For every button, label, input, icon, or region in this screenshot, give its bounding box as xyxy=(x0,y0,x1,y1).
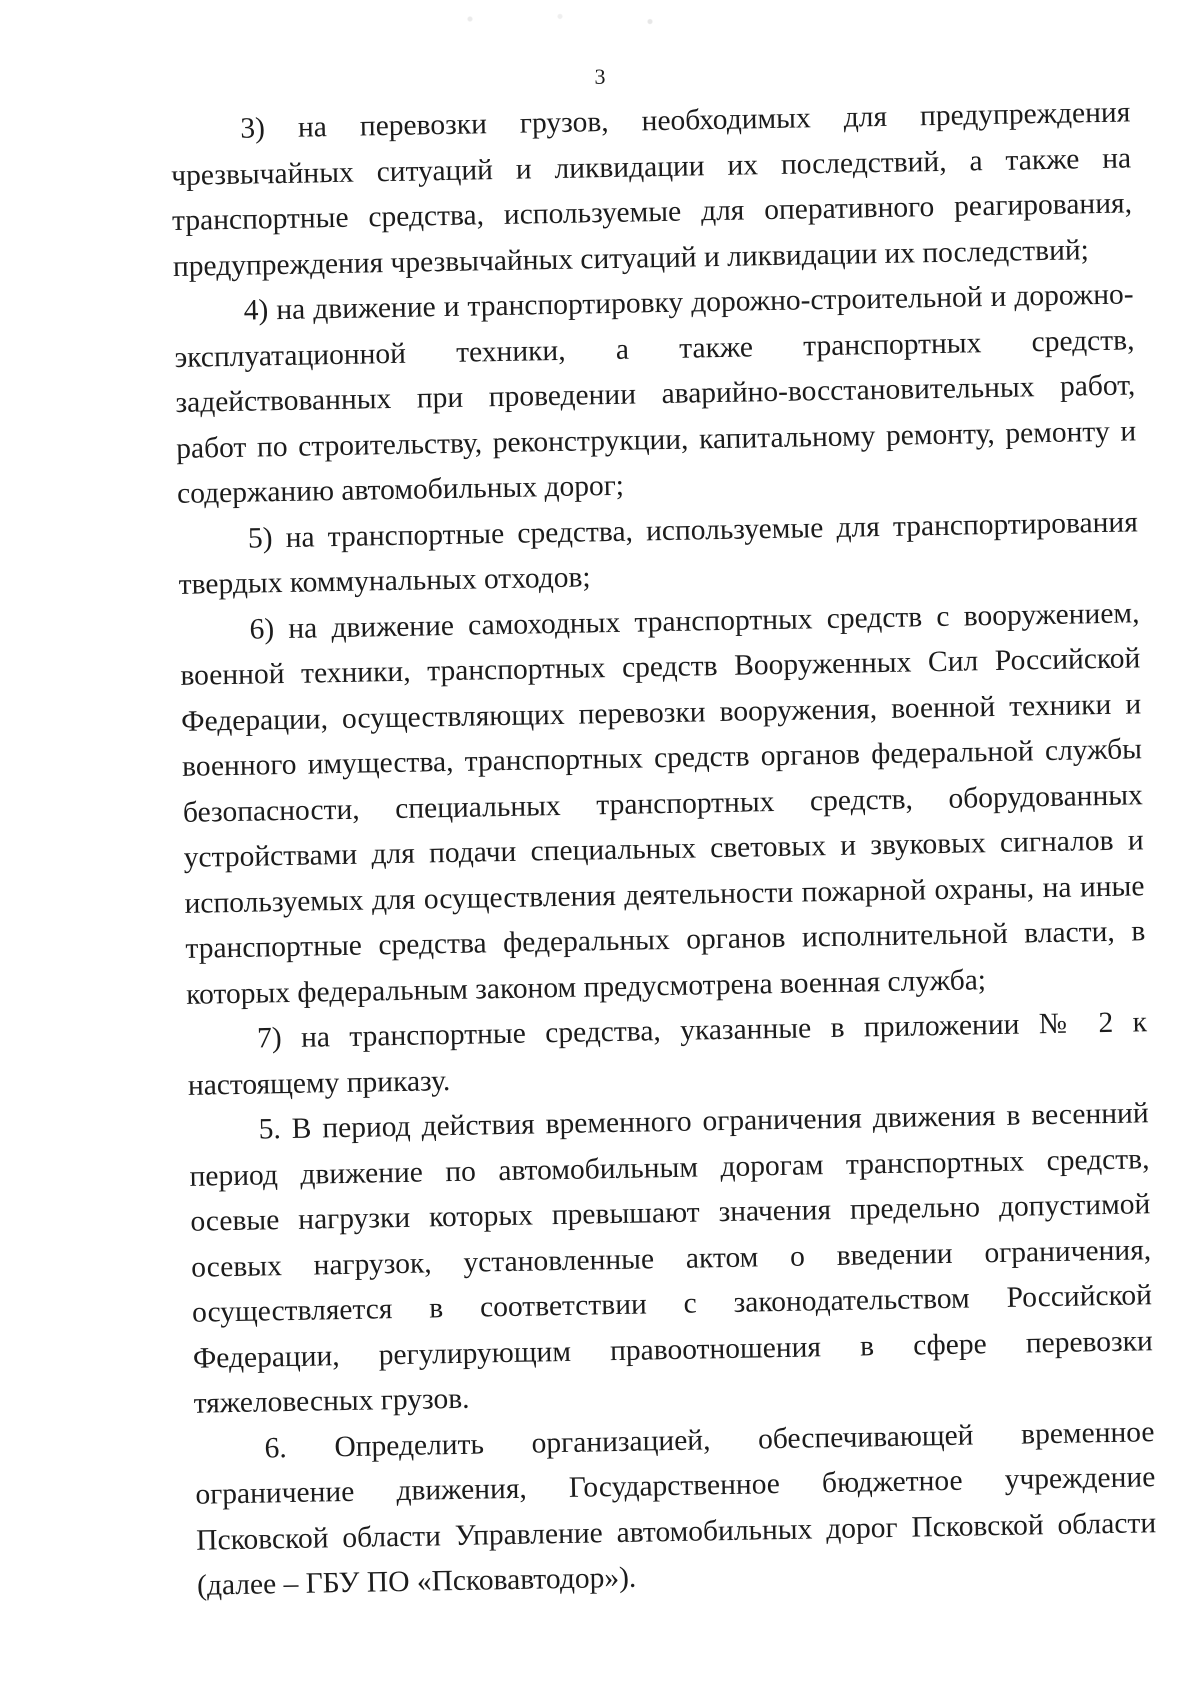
paragraph-item-5: 5) на транспортные средства, используемые для транспортирования твердых коммунальных отходов; xyxy=(178,505,1139,601)
paragraph-item-6: 6) на движение самоходных транспортных средств с вооружением, военной техники, транспортных средств Вооруженных Сил Российской Федерации, осуществляющих перевозки вооружения, военной техники и военного имущества, транспортных средств органов федеральной службы безопасности, специальных транспортных средств, оборудованных устройствами для подачи специальных световых и звуковых сигналов и используемых для осуществления деятельности пожарной охраны, на иные транспортные средства федеральных органов исполнительной власти, в которых федеральным законом предусмотрена военная служба; xyxy=(180,596,1146,1011)
paragraph-item-7: 7) на транспортные средства, указанные в приложении № 2 к настоящему приказу. xyxy=(187,1006,1148,1102)
paragraph-item-4: 4) на движение и транспортировку дорожно-строительной и дорожно-эксплуатационной техники, а также транспортных средств, задействованных при проведении аварийно-восстановительных работ, работ по строительству, реконструкции, капитальному ремонту, ремонту и содержанию автомобильных дорог; xyxy=(174,278,1137,510)
page-number: 3 xyxy=(594,64,606,89)
paragraph-item-3: 3) на перевозки грузов, необходимых для предупреждения чрезвычайных ситуаций и ликвидации их последствий, а также на транспортные средства, используемые для оперативного реагирования, предупреждения чрезвычайных ситуаций и ликвидации их последствий; xyxy=(170,96,1133,283)
paragraph-clause-6: 6. Определить организацией, обеспечивающей временное ограничение движения, Государственное бюджетное учреждение Псковской области Управление автомобильных дорог Псковской области (далее – ГБУ ПО «Псковавтодор»). xyxy=(195,1415,1157,1602)
scan-artifact xyxy=(440,6,740,32)
document-body xyxy=(170,90,1157,1609)
paragraph-clause-5: 5. В период действия временного ограничения движения в весенний период движение по автомобильным дорогам транспортных средств, осевые нагрузки которых превышают значения предельно допустимой осевых нагрузок, установленные актом о введении ограничения, осуществляется в соответствии с законодательством Российской Федерации, регулирующим правоотношения в сфере перевозки тяжеловесных грузов. xyxy=(189,1097,1154,1420)
